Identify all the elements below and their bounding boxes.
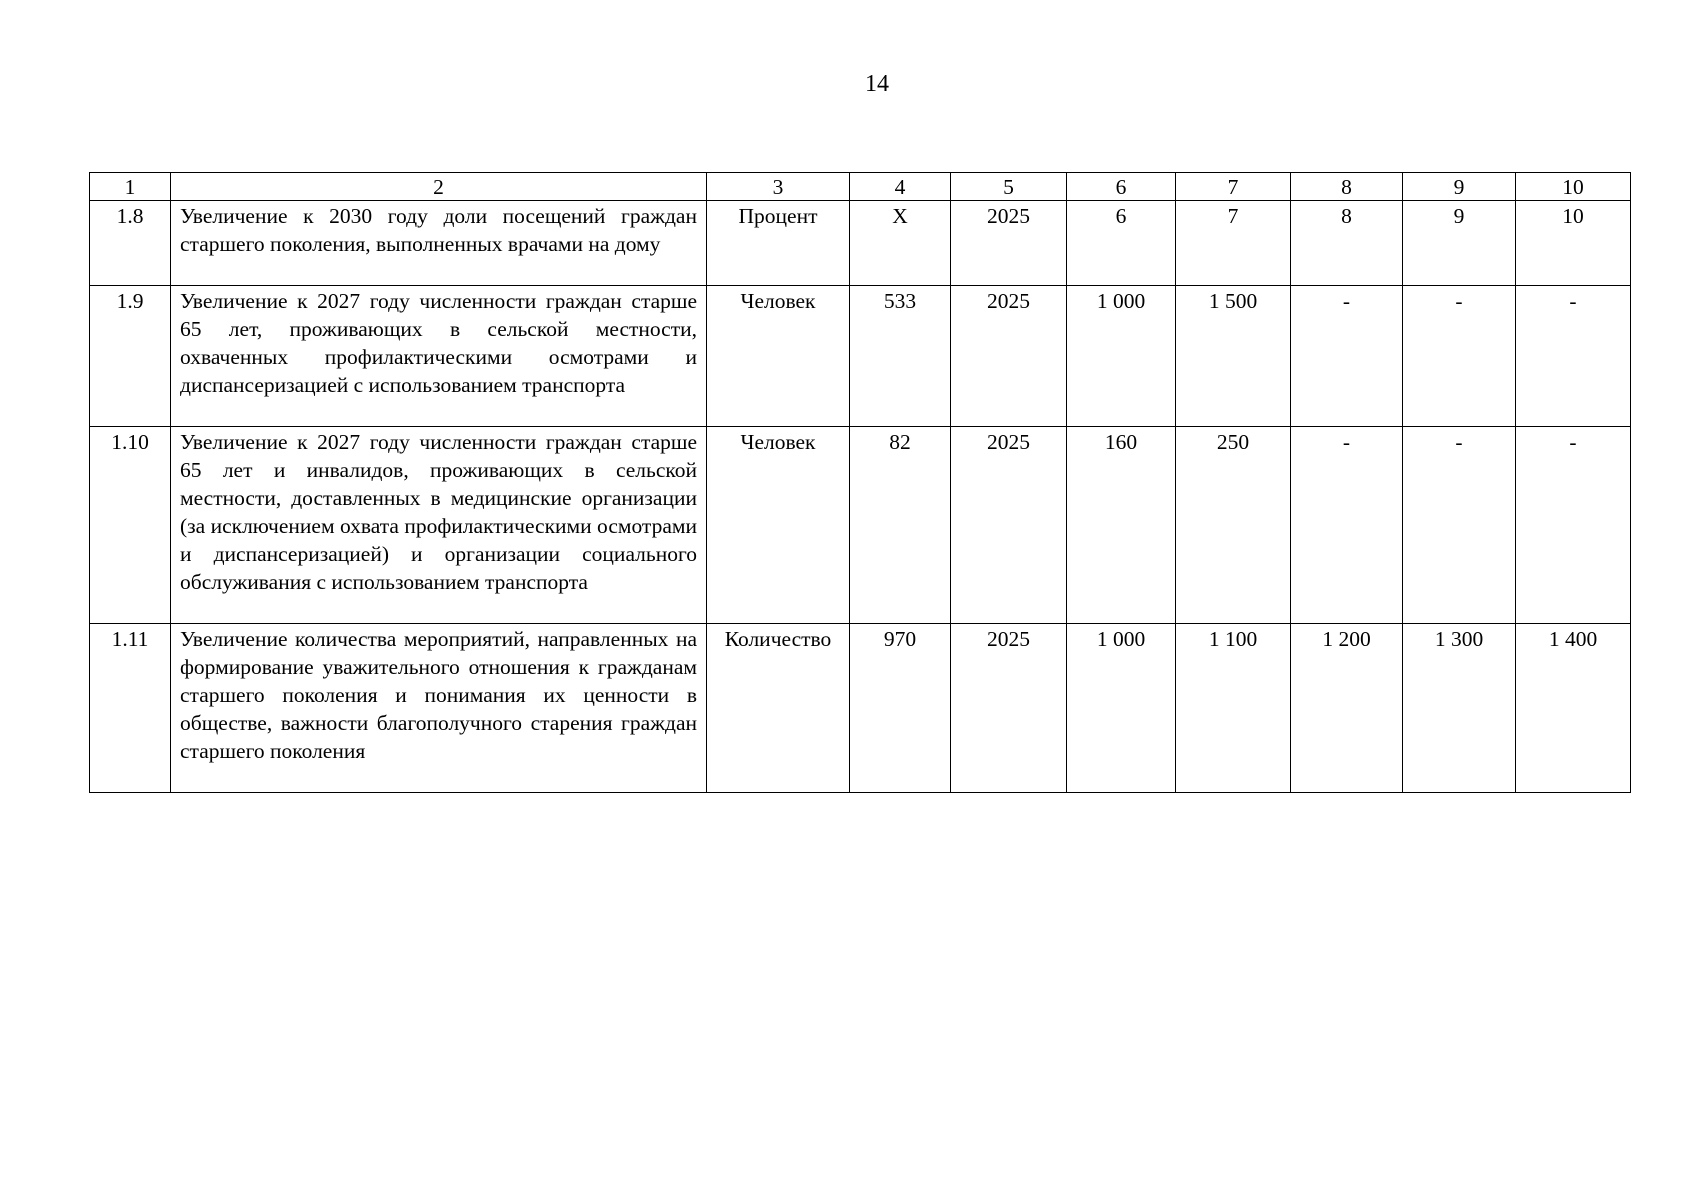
value-col-7: 1 100 — [1176, 624, 1291, 793]
base-value: 82 — [850, 427, 951, 624]
base-year: 2025 — [951, 624, 1067, 793]
value-col-8: - — [1291, 286, 1403, 427]
value-col-8: 8 — [1291, 201, 1403, 286]
value-col-10: 1 400 — [1516, 624, 1631, 793]
value-col-9: 9 — [1403, 201, 1516, 286]
unit-of-measure: Человек — [707, 427, 850, 624]
header-col-1: 1 — [90, 173, 171, 201]
value-col-10: 10 — [1516, 201, 1631, 286]
value-col-6: 1 000 — [1067, 286, 1176, 427]
row-number: 1.10 — [90, 427, 171, 624]
table-row — [90, 427, 1631, 624]
header-row — [90, 173, 1631, 201]
header-col-7: 7 — [1176, 173, 1291, 201]
table-row — [90, 286, 1631, 427]
table-row — [90, 624, 1631, 793]
unit-of-measure: Количество — [707, 624, 850, 793]
header-col-3: 3 — [707, 173, 850, 201]
indicators-table — [89, 172, 1631, 793]
page-number: 14 — [865, 71, 889, 97]
base-year: 2025 — [951, 286, 1067, 427]
value-col-10: - — [1516, 286, 1631, 427]
value-col-9: 1 300 — [1403, 624, 1516, 793]
value-col-9: - — [1403, 427, 1516, 624]
header-col-2: 2 — [171, 173, 707, 201]
base-value: X — [850, 201, 951, 286]
base-year: 2025 — [951, 427, 1067, 624]
value-col-6: 6 — [1067, 201, 1176, 286]
header-col-4: 4 — [850, 173, 951, 201]
header-col-8: 8 — [1291, 173, 1403, 201]
table-body — [90, 201, 1631, 793]
row-number: 1.11 — [90, 624, 171, 793]
base-value: 533 — [850, 286, 951, 427]
header-col-9: 9 — [1403, 173, 1516, 201]
value-col-10: - — [1516, 427, 1631, 624]
value-col-6: 160 — [1067, 427, 1176, 624]
header-col-10: 10 — [1516, 173, 1631, 201]
unit-of-measure: Человек — [707, 286, 850, 427]
value-col-9: - — [1403, 286, 1516, 427]
indicator-description: Увеличение к 2030 году доли посещений граждан старшего поколения, выполненных врачами на дому — [171, 201, 707, 286]
base-value: 970 — [850, 624, 951, 793]
value-col-7: 7 — [1176, 201, 1291, 286]
value-col-8: 1 200 — [1291, 624, 1403, 793]
table-header — [90, 173, 1631, 201]
row-number: 1.8 — [90, 201, 171, 286]
value-col-6: 1 000 — [1067, 624, 1176, 793]
value-col-7: 1 500 — [1176, 286, 1291, 427]
indicator-description: Увеличение к 2027 году численности граждан старше 65 лет, проживающих в сельской местности, охваченных профилактическими осмотрами и диспансеризацией с использованием транспорта — [171, 286, 707, 427]
value-col-8: - — [1291, 427, 1403, 624]
unit-of-measure: Процент — [707, 201, 850, 286]
header-col-5: 5 — [951, 173, 1067, 201]
row-number: 1.9 — [90, 286, 171, 427]
value-col-7: 250 — [1176, 427, 1291, 624]
base-year: 2025 — [951, 201, 1067, 286]
indicator-description: Увеличение к 2027 году численности граждан старше 65 лет и инвалидов, проживающих в сельской местности, доставленных в медицинские организации (за исключением охвата профилактическими осмотрами и диспансеризацией) и организации социального обслуживания с использованием транспорта — [171, 427, 707, 624]
header-col-6: 6 — [1067, 173, 1176, 201]
table-row — [90, 201, 1631, 286]
indicator-description: Увеличение количества мероприятий, направленных на формирование уважительного отношения к гражданам старшего поколения и понимания их ценности в обществе, важности благополучного старения граждан старшего поколения — [171, 624, 707, 793]
